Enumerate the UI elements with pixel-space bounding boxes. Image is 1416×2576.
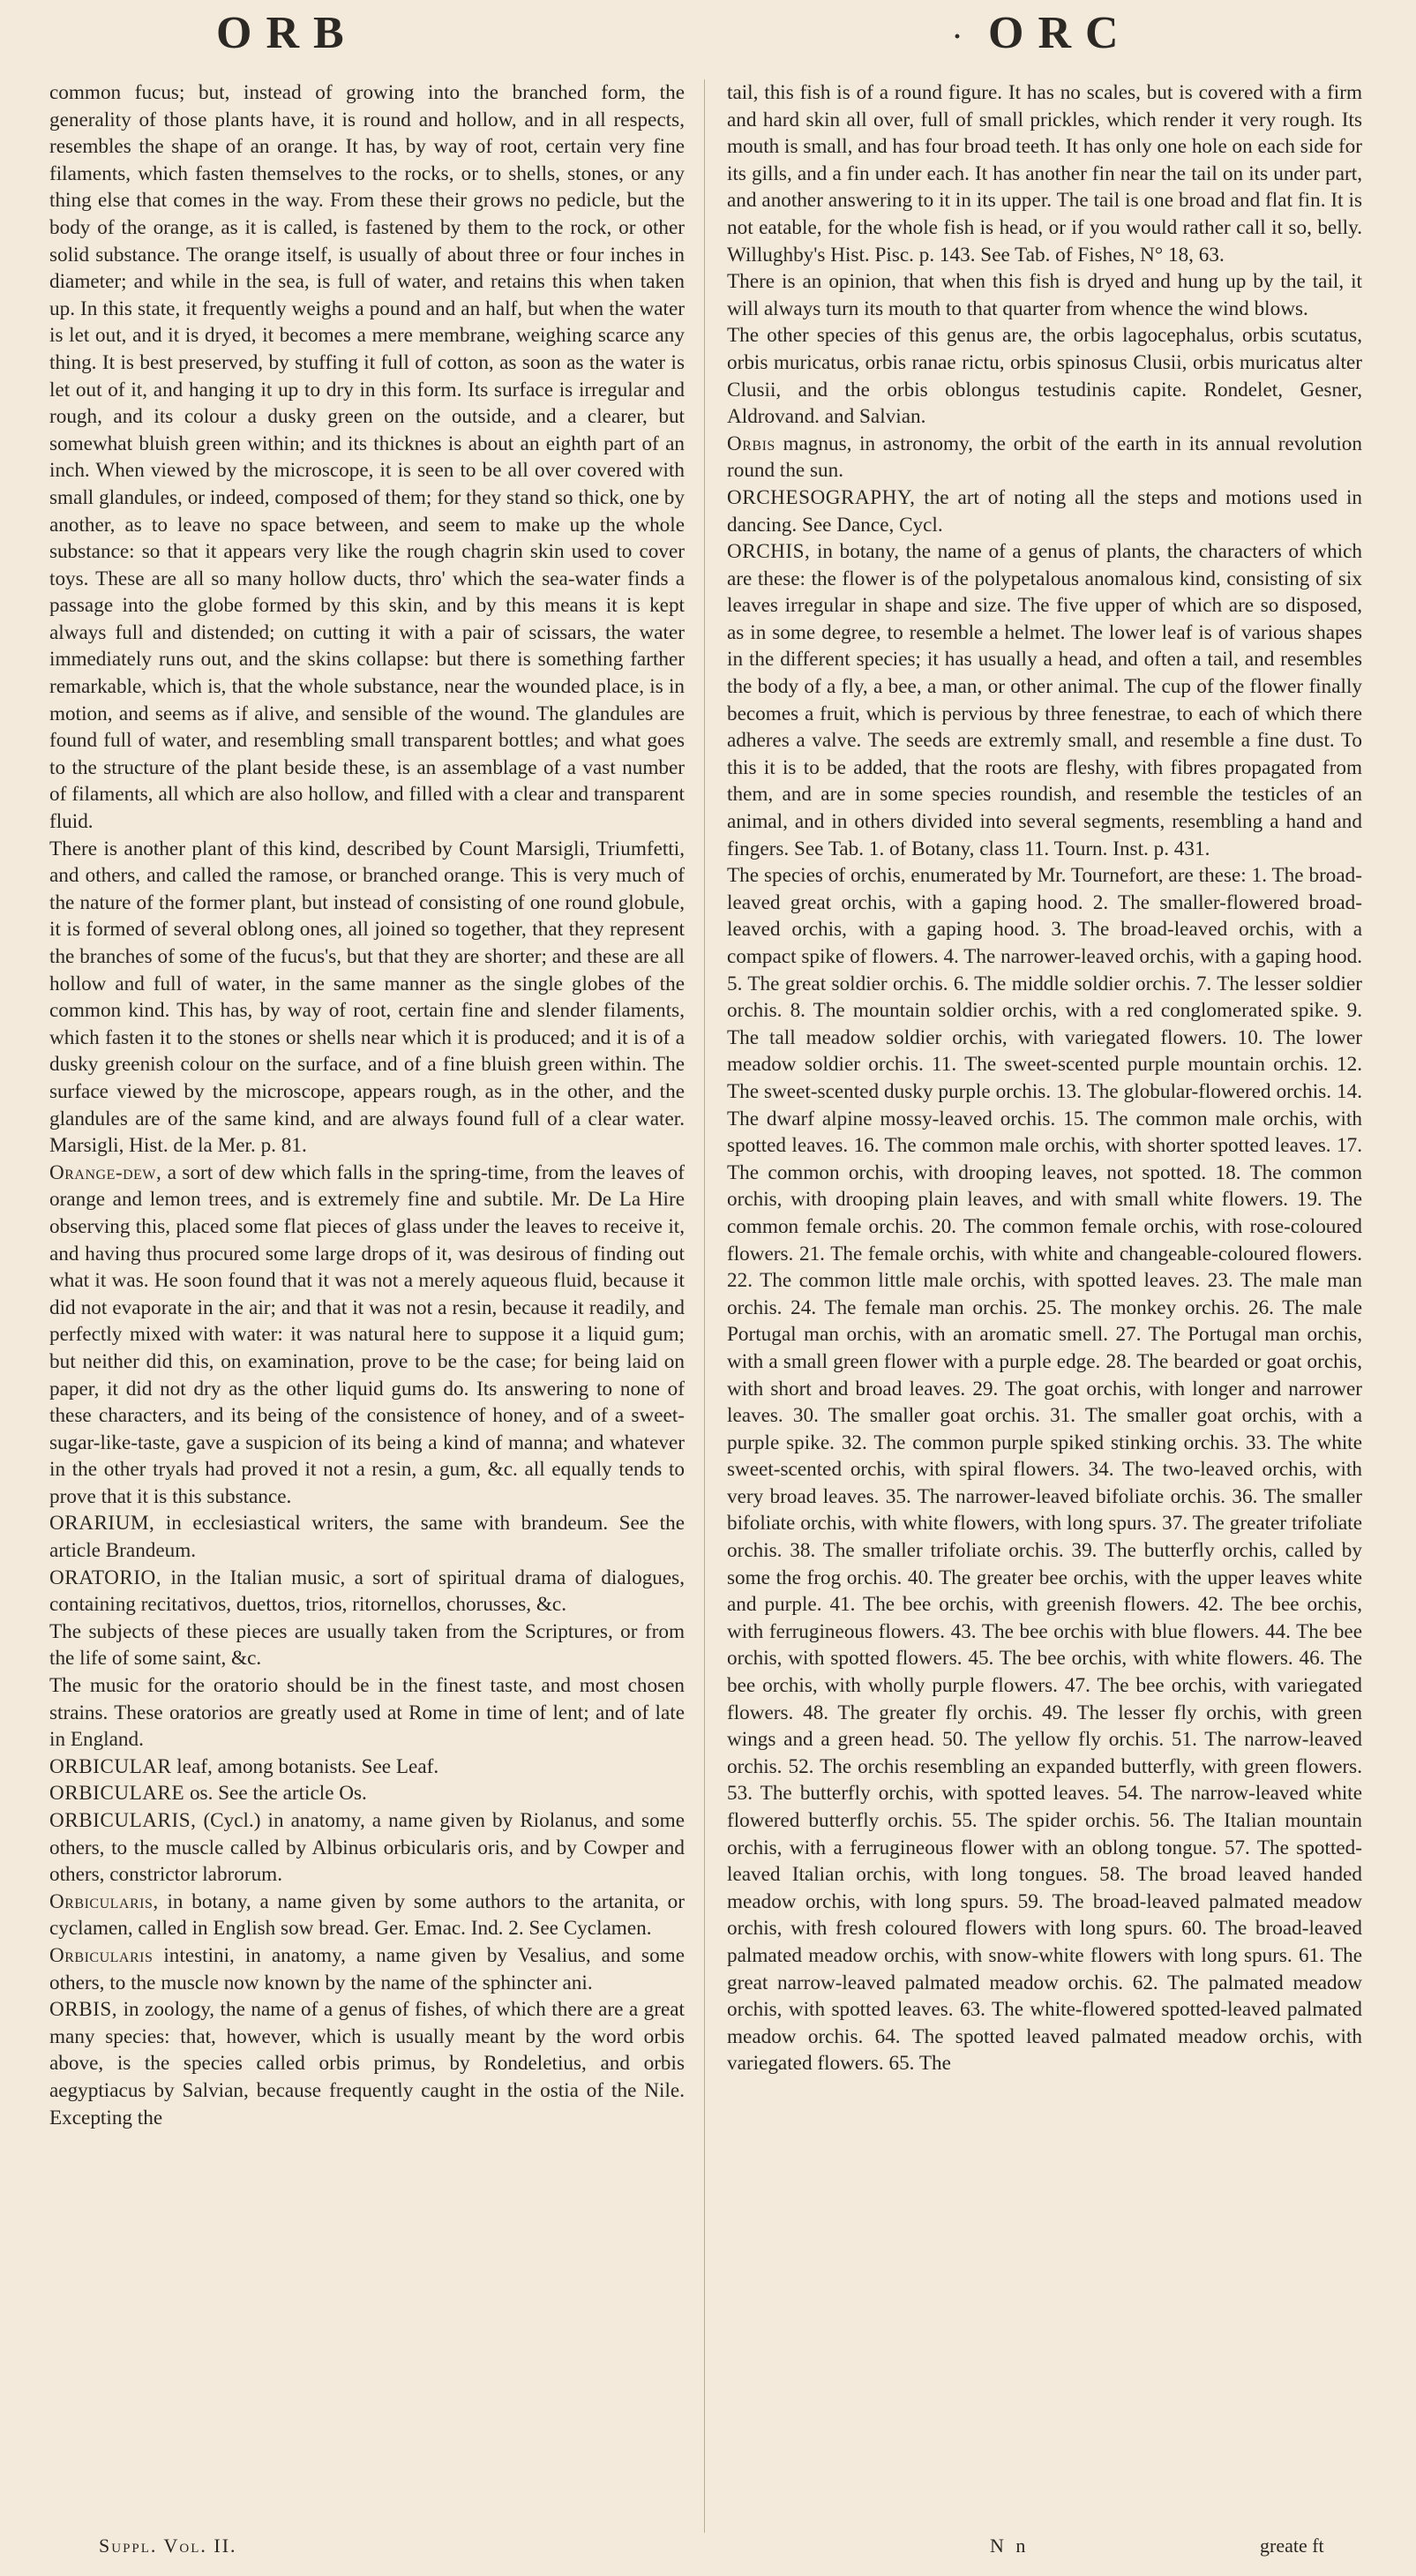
text-paragraph — [49, 1672, 685, 1754]
entry-text: The subjects of these pieces are usually taken from the Scriptures, or from the life of some saint, &c. — [49, 1619, 685, 1671]
entry-headword: Orbicularis — [49, 1943, 154, 1967]
entry-paragraph — [49, 1889, 685, 1942]
entry-text: tail, this fish is of a round figure. It has no scales, but is covered with a firm and hard skin all over, full of small prickles, which render it very rough. Its mouth is small, and has four broad teeth. It has only one hole on each side for its gills, and a fin under each. It has another fin near the tail on its under part, and another answering to it in its upper. The tail is one broad and flat fin. It is not eatable, for the whole fish is head, or if you would rather call it so, belly. Willughby's Hist. Pisc. p. 143. See Tab. of Fishes, N° 18, 63. — [727, 81, 1362, 267]
left-running-head: ORB — [216, 8, 358, 58]
text-paragraph — [727, 79, 1362, 268]
entry-headword: ORBICULARIS, — [49, 1809, 197, 1832]
entry-headword: ORATORIO, — [49, 1566, 162, 1589]
text-paragraph — [49, 836, 685, 1160]
entry-headword: ORCHESOGRAPHY, — [727, 485, 916, 509]
entry-paragraph — [49, 1510, 685, 1564]
entry-paragraph — [727, 484, 1362, 538]
entry-headword: Orbis — [727, 432, 775, 455]
entry-text: in botany, the name of a genus of plants, the characters of which are these: the flower is of the polypetalous anomalous kind, consisting of six leaves irregular in shape and size. The five upper of which are so disposed, as in some degree, to resemble a helmet. The lower leaf is of various shapes in the different species; it has usually a head, and often a tail, and resembles the body of a fly, a bee, a man, or other animal. The cup of the flower finally becomes a fruit, which is pervious by three fenestrae, to each of which there adheres a valve. The seeds are extremly small, and resemble a fine dust. To this it is to be added, that the roots are fleshy, with fibres propagated from them, and are in some species roundish, and resemble the testicles of an animal, and in others divided into several segments, resembling a hand and fingers. See Tab. 1. of Botany, class 11. Tourn. Inst. p. 431. — [727, 540, 1362, 860]
entry-headword: ORARIUM, — [49, 1512, 155, 1536]
left-column — [49, 79, 685, 2131]
columns — [49, 79, 1362, 2515]
entry-text: There is an opinion, that when this fish is dryed and hung up by the tail, it will always turn its mouth to that quarter from whence the wind blows. — [727, 270, 1362, 320]
text-paragraph — [49, 79, 685, 836]
text-paragraph — [727, 322, 1362, 430]
right-running-head: · ORC — [953, 8, 1133, 58]
text-paragraph — [727, 268, 1362, 322]
volume-signature: Suppl. Vol. II. — [99, 2535, 237, 2557]
entry-paragraph — [49, 1942, 685, 1996]
entry-headword: ORBICULAR — [49, 1754, 172, 1778]
entry-paragraph — [49, 1780, 685, 1807]
entry-paragraph — [727, 431, 1362, 484]
entry-text: in ecclesiastical writers, the same with brandeum. See the article Brandeum. — [49, 1512, 685, 1563]
entry-text: leaf, among botanists. See Leaf. — [171, 1754, 439, 1778]
page-footer — [0, 2535, 1416, 2570]
running-headers — [0, 7, 1416, 78]
entry-headword: Orange-dew, — [49, 1160, 162, 1184]
entry-text: in botany, a name given by some authors to the artanita, or cyclamen, called in English sow bread. Ger. Emac. Ind. 2. See Cyclamen. — [49, 1889, 685, 1941]
entry-text: os. See the article Os. — [184, 1782, 367, 1806]
entry-text: in the Italian music, a sort of spiritual drama of dialogues, containing recitativos, duettos, trios, ritornellos, chorusses, &c. — [49, 1566, 685, 1617]
entry-text: magnus, in astronomy, the orbit of the earth in its annual revolution round the sun. — [727, 432, 1362, 483]
entry-headword: ORBIS, — [49, 1998, 118, 2022]
entry-text: The music for the oratorio should be in the finest taste, and most chosen strains. These oratorios are greatly used at Rome in time of lent; and of late in England. — [49, 1674, 685, 1752]
entry-text: the art of noting all the steps and motions used in dancing. See Dance, Cycl. — [727, 485, 1362, 537]
entry-text: a sort of dew which falls in the spring-time, from the leaves of orange and lemon trees, and is extremely fine and subtile. Mr. De La Hire observing this, placed some flat pieces of glass under the leaves to receive it, and having thus procured some large drops of it, was desirous of finding out what it was. He soon found that it was not a merely aqueous fluid, because it did not evaporate in the air; and that it was not a resin, because it readily, and perfectly mixed with water: it was natural here to suppose it a liquid gum; but neither did this, on examination, prove to be the case; for being laid on paper, it did not dry as the other liquid gums do. Its answering to none of these characters, and its being of the consistence of honey, and of a sweet-sugar-like-taste, gave a suspicion of its being a kind of manna; and whatever in the other tryals had proved it not a resin, a gum, &c. all equally tends to prove that it is this substance. — [49, 1160, 685, 1508]
sheet-mark: N n — [990, 2535, 1030, 2557]
entry-text: The other species of this genus are, the orbis lagocephalus, orbis scutatus, orbis muricatus, orbis ranae rictu, orbis spinosus Clusii, orbis muricatus alter Clusii, and the orbis oblongus testudinis capite. Rondelet, Gesner, Aldrovand. and Salvian. — [727, 324, 1362, 429]
entry-paragraph — [49, 1160, 685, 1511]
right-column — [727, 79, 1362, 2077]
entry-text: There is another plant of this kind, described by Count Marsigli, Triumfetti, and others, and called the ramose, or branched orange. This is very much of the nature of the former plant, but instead of consisting of one round globule, it is formed of several oblong ones, all joined so together, that they represent the branches of some of the fucus's, but that they are shorter; and these are all hollow and full of water, in the same manner as the single globes of the common kind. This has, by way of root, certain fine and slender filaments, which fasten it to the stones or shells near which it is produced; and it is of a dusky greenish colour on the surface, and of a fine bluish green within. The surface viewed by the microscope, appears rough, as in the other, and the glandules are of the same kind, and are always found full of a clear water. Marsigli, Hist. de la Mer. p. 81. — [49, 837, 685, 1158]
entry-headword: ORCHIS, — [727, 540, 811, 564]
entry-text: (Cycl.) in anatomy, a name given by Riolanus, and some others, to the muscle called by Albinus orbicularis oris, and by Cowper and others, constrictor labrorum. — [49, 1809, 685, 1887]
entry-headword: ORBICULARE — [49, 1782, 185, 1806]
text-paragraph — [49, 1618, 685, 1672]
entry-text: intestini, in anatomy, a name given by Vesalius, and some others, to the muscle now known by the name of the sphincter ani. — [49, 1943, 685, 1994]
entry-paragraph — [49, 1807, 685, 1889]
entry-paragraph — [49, 1754, 685, 1781]
entry-text: The species of orchis, enumerated by Mr. Tournefort, are these: 1. The broad-leaved great orchis, with a gaping hood. 2. The smaller-flowered broad-leaved orchis, with a gaping hood. 3. The broad-leaved orchis, with a compact spike of flowers. 4. The narrower-leaved orchis, with a gaping hood. 5. The great soldier orchis. 6. The middle soldier orchis. 7. The lesser soldier orchis. 8. The mountain soldier orchis, with a red conglomerated spike. 9. The tall meadow soldier orchis, with variegated flowers. 10. The lower meadow soldier orchis. 11. The sweet-scented purple mountain orchis. 12. The sweet-scented dusky purple orchis. 13. The globular-flowered orchis. 14. The dwarf alpine mossy-leaved orchis. 15. The common male orchis, with spotted leaves. 16. The common male orchis, with shorter spotted leaves. 17. The common orchis, with drooping leaves, not spotted. 18. The common orchis, with drooping plain leaves, and with small white flowers. 19. The common female orchis. 20. The common female orchis, with rose-coloured flowers. 21. The female orchis, with white and changeable-coloured flowers. 22. The common little male orchis, with spotted leaves. 23. The male man orchis. 24. The female man orchis. 25. The monkey orchis. 26. The male Portugal man orchis, with an aromatic smell. 27. The Portugal man orchis, with a small green flower with a purple edge. 28. The bearded or goat orchis, with short and broad leaves. 29. The goat orchis, with longer and narrower leaves. 30. The smaller goat orchis. 31. The smaller goat orchis, with a purple spike. 32. The common purple spiked stinking orchis. 33. The white sweet-scented orchis, with spiral flowers. 34. The two-leaved orchis, with very broad leaves. 35. The narrower-leaved bifoliate orchis. 36. The smaller bifoliate orchis, with white flowers, with long spurs. 37. The greater trifoliate orchis. 38. The smaller trifoliate orchis. 39. The butterfly orchis, called by some the frog orchis. 40. The greater bee orchis, with the upper leaves white and purple. 41. The bee orchis, with greenish flowers. 42. The bee orchis, with ferrugineous flowers. 43. The bee orchis with blue flowers. 44. The bee orchis, with spotted flowers. 45. The bee orchis, with white flowers. 46. The bee orchis, with wholly purple flowers. 47. The bee orchis, with variegated flowers. 48. The greater fly orchis. 49. The lesser fly orchis, with green wings and a green head. 50. The yellow fly orchis. 51. The narrow-leaved orchis. 52. The orchis resembling an expanded butterfly, with green flowers. 53. The butterfly orchis, with spotted leaves. 54. The narrow-leaved white flowered butterfly orchis. 55. The spider orchis. 56. The Italian mountain orchis, with a ferrugineous flower with an oblong tongue. 57. The spotted-leaved Italian orchis, with long tongues. 58. The broad leaved handed meadow orchis, with long spurs. 59. The broad-leaved palmated meadow orchis, with fresh coloured flowers with long spurs. 60. The broad-leaved palmated meadow orchis, with snow-white flowers with long spurs. 61. The great narrow-leaved palmated meadow orchis. 62. The palmated meadow orchis, with spotted leaves. 63. The white-flowered spotted-leaved palmated meadow orchis. 64. The spotted leaved palmated meadow orchis, with variegated flowers. 65. The — [727, 864, 1362, 2076]
entry-paragraph — [727, 538, 1362, 862]
right-running-head-text: ORC — [988, 8, 1133, 58]
text-paragraph — [727, 862, 1362, 2077]
entry-text: in zoology, the name of a genus of fishes, of which there are a great many species: that, however, which is usually meant by the word orbis above, is the species called orbis primus, by Rondeletius, and orbis aegyptiacus by Salvian, because frequently caught in the ostia of the Nile. Excepting the — [49, 1998, 685, 2129]
catchword: greate ft — [1260, 2535, 1324, 2557]
entry-paragraph — [49, 1565, 685, 1618]
entry-headword: Orbicularis, — [49, 1889, 159, 1913]
entry-text: common fucus; but, instead of growing into the branched form, the generality of those plants have, it is round and hollow, and in all respects, resembles the shape of an orange. It has, by way of root, certain very fine filaments, which fasten themselves to the rocks, or to shells, stones, or any thing else that comes in the way. From these their grows no pedicle, but the body of the orange, as it is called, is fastened by them to the rock, or other solid substance. The orange itself, is usually of about three or four inches in diameter; and while in the sea, is full of water, and retains this when taken up. In this state, it frequently weighs a pound and an half, but when the water is let out, and it is dryed, it becomes a mere membrane, weighing scarce any thing. It is best preserved, by stuffing it full of cotton, as soon as the water is let out of it, and hanging it up to dry in this form. Its surface is irregular and rough, and its colour a dusky green on the outside, and a clearer, but somewhat bluish green within; and its thicknes is about an eighth part of an inch. When viewed by the microscope, it is seen to be all over covered with small glandules, or indeed, composed of them; for they stand so thick, one by another, as to leave no space between, and seem to make up the whole substance: so that it appears very like the rough chagrin skin used to cover toys. These are all so many hollow ducts, thro' which the sea-water finds a passage into the globe formed by this skin, and by this means it is kept always full and distended; on cutting it with a pair of scissars, the water immediately runs out, and the skins collapse: but there is something farther remarkable, which is, that the whole substance, near the wounded place, is in motion, and seems as if alive, and sensible of the wound. The glandules are found full of water, and resembling small transparent bottles; and what goes to the structure of the plant beside these, is an assemblage of a vast number of filaments, all which are also hollow, and filled with a clear and transparent fluid. — [49, 81, 685, 834]
entry-paragraph — [49, 1996, 685, 2131]
